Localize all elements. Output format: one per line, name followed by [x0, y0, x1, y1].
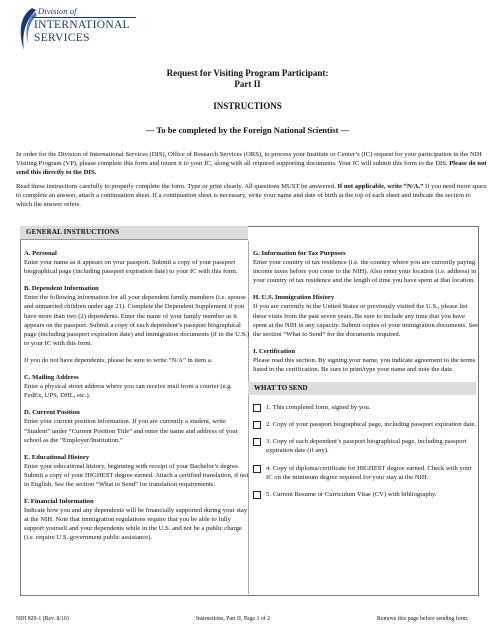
intro-p1-text: In order for the Division of International Services (DIS), Office of Research Services (ORS), to process your Institute or Center’s (IC) request for your participation in the NIH Visiting Program (VP), please complete this form and return it to your IC, along with all required supporting documents. Your IC will submit this form to the DIS.: [16, 151, 482, 168]
checklist-item-text: 5. Current Resume or Curriculum Vitae (CV) with bibliography.: [266, 490, 437, 498]
what-to-send-title: WHAT TO SEND: [254, 384, 308, 393]
logo-name-line2: SERVICES: [34, 32, 90, 44]
section-i-text: Please read this section. By signing your name, you indicate agreement to the terms listed in the certification. Be sure to print/type your name and note the date.: [253, 356, 476, 374]
what-to-send-header: [248, 382, 476, 395]
left-column: [24, 249, 250, 551]
right-column: [253, 249, 479, 507]
intro-paragraph-1: [16, 150, 488, 178]
section-e: [24, 453, 250, 489]
checkbox[interactable]: [253, 404, 261, 412]
section-i-title: I. Certification: [253, 347, 296, 355]
section-f-title: F. Financial Information: [24, 498, 94, 506]
dis-logo: [14, 4, 134, 54]
subheading: — To be completed by the Foreign National Scientist —: [145, 125, 350, 135]
checklist-item-text: 2. Copy of your passport biographical page, including passport expiration date.: [266, 421, 477, 429]
section-g-title: G. Information for Tax Purposes: [253, 250, 346, 257]
title-line2: Part II: [234, 79, 261, 89]
checkbox[interactable]: [253, 438, 261, 446]
intro-p2-bold: If not applicable, write “N/A.”: [337, 183, 424, 190]
section-b-text-2: If you do not have dependents, please be sure to write “N/A” in item a.: [24, 356, 213, 364]
logo-name: [34, 19, 130, 45]
remove-note: Remove this page before sending form.: [377, 616, 469, 622]
checklist-item: [253, 420, 479, 429]
checklist-item: [253, 437, 479, 455]
checklist-item-text: 4. Copy of diploma/certificate for HIGHEST degree earned. Check with your IC on the minimum degree required for your stay at the NIH.: [266, 464, 472, 481]
logo-top-text: Division of: [38, 6, 77, 16]
checklist-item: [253, 490, 479, 499]
section-h: [253, 293, 479, 338]
general-instructions-header: [20, 226, 248, 240]
section-g-text: Enter your country of tax residence (i.e. the country where you are currently paying income taxes before you come to the NIH). Also enter your location (i.e. address) in your country of tax residence and the length of time you have spent at that location.: [253, 259, 477, 285]
checklist-item: [253, 464, 479, 482]
section-a: [24, 249, 250, 276]
page-title: [0, 68, 495, 90]
title-line1: Request for Visiting Program Participant:: [166, 68, 329, 78]
section-a-text: Enter your name as it appears on your passport. Submit a copy of your passport biographical page (including passport expiration date) to your IC with this form.: [24, 259, 238, 276]
intro-p2-text: Read these instructions carefully to properly complete the form. Type or print clearly. All questions MUST be answered.: [16, 183, 338, 190]
section-b: [24, 284, 250, 365]
section-b-title: B. Dependent Information: [24, 285, 99, 293]
general-instructions-title: GENERAL INSTRUCTIONS: [26, 228, 120, 236]
section-h-text: If you are currently in the United States or previously visited the U.S., please list these visits from the past seven years. Be sure to include any time that you have spent at the NIH in any capacity. Submit copies of your immigration documents. See the section “What to Send” for the documents required.: [253, 303, 479, 338]
instructions-heading: INSTRUCTIONS: [213, 101, 282, 111]
section-c-text: Enter a physical street address where you can receive mail from a courier (e.g. FedEx, UPS, DHL, etc.).: [24, 383, 233, 400]
checklist-item-text: 1. This completed form, signed by you.: [266, 404, 371, 412]
section-f: [24, 497, 250, 542]
section-d: [24, 408, 250, 444]
section-c-title: C. Mailing Address: [24, 374, 79, 382]
section-b-text: Enter the following information for all your dependent family members (i.e. spouse and unmarried children under age 21). Complete the Dependent Supplement if you have more than two (2) dependents. Enter the name of your family member as it appears on the passport. Submit a copy of each dependent’s passport biographical page (including passport expiration date) and immigration documents (if in the U.S.) to your IC with this form.: [24, 294, 250, 347]
checklist-item: [253, 403, 479, 412]
section-g: [253, 249, 479, 285]
section-c: [24, 373, 250, 400]
checklist-item-text: 3. Copy of each dependent’s passport biographical page, including passport expiration date (if any).: [266, 438, 467, 455]
intro-p2-text-end: If you need more space to complete an answer, attach a continuation sheet. If a continuation sheet is necessary, write your name and date of birth at the top of each sheet and indicate the section to which the answer refers.: [16, 183, 487, 209]
page-info: Instructions, Part II, Page 1 of 2: [196, 616, 271, 622]
logo-name-line1: INTERNATIONAL: [34, 19, 130, 31]
section-f-text: Indicate how you and any dependents will be financially supported during your stay at the NIH. Note that immigration regulations require that you be able to fully support yourself and your dependents while in the U.S. and not be a public charge (i.e. require U.S. government public assistance).: [24, 507, 248, 542]
section-a-title: A. Personal: [24, 250, 57, 257]
section-e-text: Enter your educational history, beginning with receipt of your Bachelor’s degree. Submit a copy of your HIGHEST degree earned. Attach a certified translation, if not in English. See the section “What to Send” for translation requirements.: [24, 462, 249, 488]
form-number: NIH 829-1 (Rev. 8/10): [16, 616, 69, 622]
section-d-title: D. Current Position: [24, 409, 80, 417]
intro-paragraph-2: [16, 182, 488, 210]
intro-p1-bold: Please do not send this directly to the DIS.: [16, 160, 487, 177]
section-e-title: E. Educational History: [24, 453, 90, 461]
checkbox[interactable]: [253, 491, 261, 499]
checkbox[interactable]: [253, 465, 261, 473]
section-d-text: Enter your current position information. If you are currently a student, write “Student” under “Current Position Title” and enter the name and address of your school as the “Employer/Institution.”: [24, 418, 238, 444]
checkbox[interactable]: [253, 421, 261, 429]
section-i: [253, 347, 479, 374]
section-h-title: H. U.S. Immigration History: [253, 294, 335, 302]
logo-rule: [32, 17, 136, 18]
